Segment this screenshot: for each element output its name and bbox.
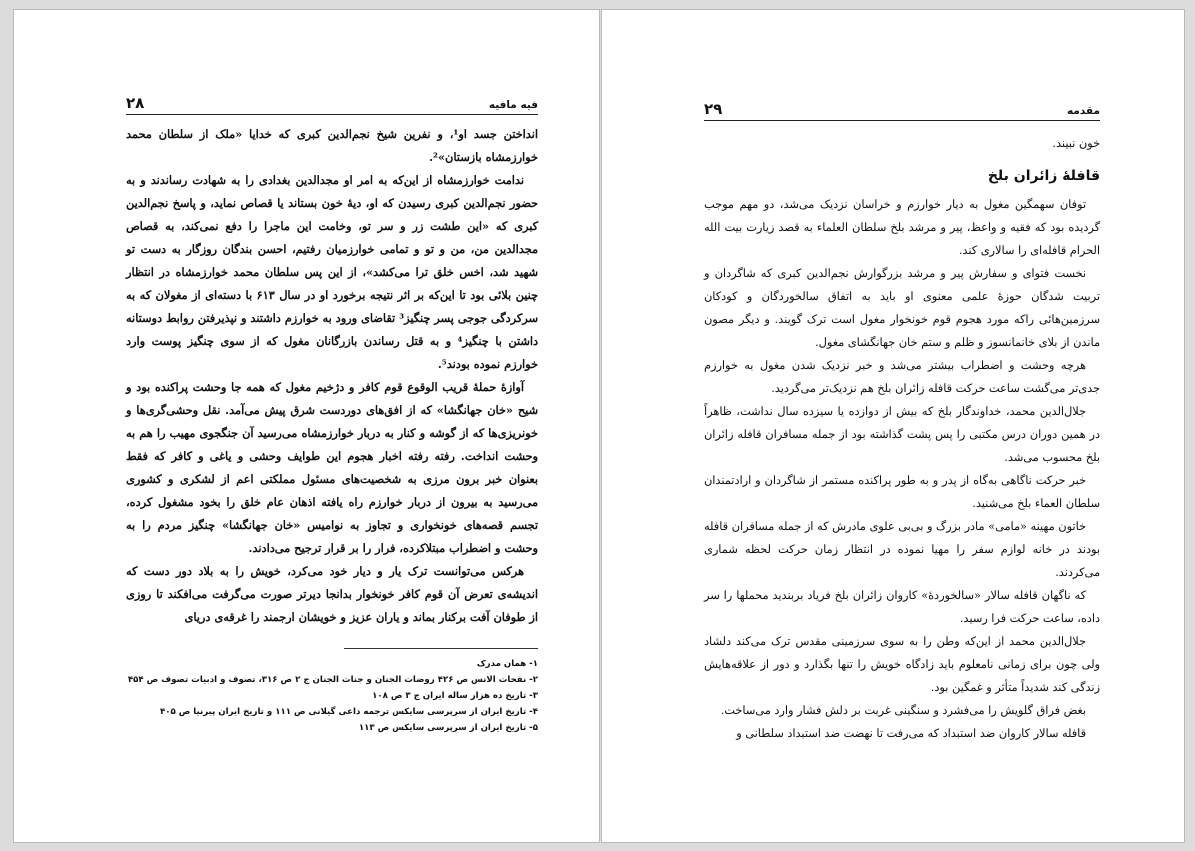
page-number: ۲۸ — [126, 94, 145, 112]
opening-line: خون نبیند. — [1052, 137, 1100, 150]
footnote: ۴- تاریخ ایران از سرپرسی سایکس ترجمه داعی گیلانی ص ۱۱۱ و تاریخ ایران پیرنیا ص ۴۰۵ — [159, 707, 538, 717]
paragraph: که ناگهان قافله سالار «سالخوردهٔ» کاروان زائران بلخ فریاد بربندید محملها را سر داده، ساعت حرکت فرا رسید. — [704, 589, 1100, 625]
paragraph: جلال‌الدین محمد، خداوندگار بلخ که بیش از دوازده یا سیزده سال نداشت، ظاهراً در همین دوران درس مکتبی را پس پشت گذاشته بود از جمله مسافران قافله زائران بلخ محسوب می‌شد. — [704, 405, 1100, 464]
footnote: ۲- نفحات الانس ص ۴۲۶ روضات الجنان و جنات الجنان ج ۲ ص ۳۱۶، تصوف و ادبیات تصوف ص ۴۵۴ — [127, 675, 538, 685]
paragraph: جلال‌الدین محمد از این‌که وطن را به سوی سرزمینی مقدس ترک می‌کند دلشاد ولی چون برای زمانی نامعلوم باید زادگاه خویش را تنها بگذارد و دور از علاقه‌هایش زندگی کند شدیداً متأثر و غمگین بود. — [704, 635, 1100, 694]
right-page — [601, 9, 1185, 843]
footnote-separator — [344, 648, 538, 649]
footnote: ۳- تاریخ ده هزار ساله ایران ج ۳ ص ۱۰۸ — [372, 691, 538, 701]
paragraph: نخست فتوای و سفارش پیر و مرشد بزرگوارش نجم‌الدین کبری که شاگردان و تربیت شدگان حوزهٔ علمی معنوی او باید به اتفاق سالخوردگان و کودکان سرزمین‌هائی راکه مورد هجوم قوم خونخوار مغول است ترک گویند. و دیگر مصون ماندن از بلای خانمانسوز و ظلم و ستم خان جهانگشای مغول. — [704, 267, 1100, 349]
paragraph: قافله سالار کاروان ضد استبداد که می‌رفت تا نهضت ضد استبداد سلطانی و — [736, 727, 1086, 740]
running-head: فیه مافیه — [488, 99, 538, 111]
footnotes — [126, 656, 538, 736]
running-head: مقدمه — [1067, 105, 1100, 117]
page-number: ۲۹ — [704, 100, 723, 118]
right-page-body — [704, 132, 1100, 745]
paragraph: انداختن جسد او¹، و نفرین شیخ نجم‌الدین کبری که خدایا «ملک از سلطان محمد خوارزمشاه بازستان»². — [126, 127, 538, 164]
paragraph: هرکس می‌توانست ترک یار و دیار خود می‌کرد، خویش را به بلاد دور دست که اندیشه‌ی تعرض آن قوم کافر خونخوار بدانجا دیرتر صورت می‌گرفت می‌افکند تا روزی از طوفان آفت برکنار بماند و یاران عزیز و خویشان ارجمند را غرقه‌ی دریای — [126, 564, 538, 624]
paragraph: هرچه وحشت و اضطراب بیشتر می‌شد و خبر نزدیک شدن مغول به خوارزم جدی‌تر می‌گشت ساعت حرکت قافله زائران بلخ هم نزدیک‌تر می‌گردید. — [704, 359, 1100, 395]
section-title: قافلهٔ زائران بلخ — [987, 168, 1100, 184]
paragraph: خبر حرکت ناگاهی به‌گاه از پدر و به طور پراکنده مستمر از شاگردان و ارادتمندان سلطان العماء بلخ می‌شنید. — [704, 474, 1100, 510]
paragraph: آوازهٔ حملهٔ قریب الوقوع قوم کافر و دژخیم مغول که همه جا وحشت پراکنده بود و شیح «خان جهانگشا» که از افق‌های دوردست شرق پیش می‌آمد. نقل وحشی‌گری‌ها و خونریزی‌ها که از گوشه و کنار به دربار خوارزمشاه می‌رسید آن جنگجوی مهیب را هم به وحشت انداخت. رفته رفته اخبار هجوم این طوایف وحشی و یاغی و کافر که فقط بعنوان خبر برون مرزی به شخصیت‌های مسئول مملکتی اعم از لشکری و کشوری می‌رسید به بیرون از دربار خوارزم راه یافته اذهان عام خلق را بخود مشغول کرده، تجسم قصه‌های خونخواری و تجاوز به نوامیس «خان جهانگشا» چنگیز مردم را به وحشت و اضطراب مبتلاکرده، فرار را بر قرار ترجیح می‌دادند. — [126, 380, 538, 555]
footnote: ۱- همان مدرک — [476, 659, 538, 669]
footnote: ۵- تاریخ ایران از سرپرسی سایکس ص ۱۱۳ — [358, 723, 538, 733]
paragraph: ندامت خوارزمشاه از این‌که به امر او مجدالدین بغدادی را به شهادت رساندند و به حضور نجم‌الدین کبری رسیدن که او، دیهٔ خون بستاند یا قصاص نماید، و پاسخ نجم‌الدین کبری که «این طشت زر و سر تو، وخامت این ماجرا را دفع نمی‌کند، به قصاص مجدالدین من، من و تو و تمامی خوارزمیان رفتیم، احسن بندگان روزگار به دست تو شهید شد، اخس خلق ترا می‌کشد»، از این پس سلطان محمد خوارزمشاه در انتظار چنین بلائی بود تا این‌که بر اثر نتیجه برخورد او در سال ۶۱۳ با دسته‌ای از مغولان که به سرکردگی جوجی پسر چنگیز³ تقاضای ورود به خوارزم داشتند و نپذیرفتن روابط دوستانه داشتن با چنگیز⁴ و به قتل رساندن بازرگانان مغول که از سوی چنگیز پوست وارد خوارزم نموده بودند⁵. — [126, 173, 538, 371]
left-page — [13, 9, 600, 843]
paragraph: خاتون مهینه «مامی» مادر بزرگ و بی‌بی علوی مادرش که از جمله مسافران قافله بودند در خانه لوازم سفر را مهیا نموده در انتظار زمان حرکت لحظه شماری می‌کردند. — [704, 520, 1100, 579]
paragraph: بغض فراق گلویش را می‌فشرد و سنگینی غربت بر دلش فشار وارد می‌ساخت. — [720, 704, 1086, 717]
left-page-body — [126, 123, 538, 629]
paragraph: توفان سهمگین مغول به دیار خوارزم و خراسان نزدیک می‌شد، دو مهم موجب گردیده بود که فقیه و واعظ، پیر و مرشد بلخ سلطان العلماء به قصد زیارت بیت الله الحرام قافله‌ای را سالاری کند. — [704, 198, 1100, 257]
right-page-header — [704, 98, 1100, 121]
left-page-header — [126, 92, 538, 115]
